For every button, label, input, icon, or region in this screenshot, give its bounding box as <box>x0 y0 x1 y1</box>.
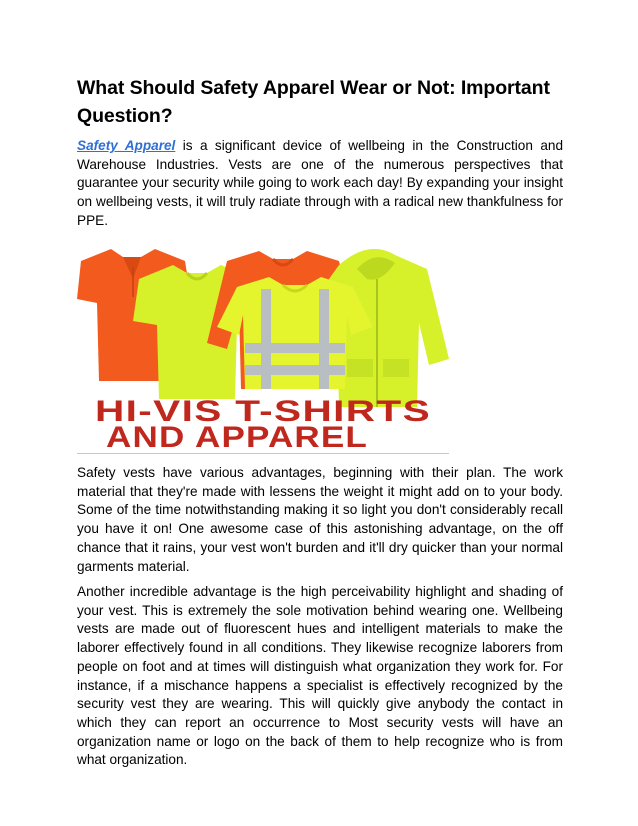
intro-text: is a significant device of wellbeing in the Construction and Warehouse Industries. Vests are one of the numerous perspectives that guarantee your security while going to work each day! By expanding your insight on wellbeing vests, it will truly radiate through with a radical new thankfulness for PPE. <box>77 138 564 228</box>
hi-vis-apparel-image <box>77 239 449 454</box>
intro-paragraph <box>77 137 563 231</box>
banner-line-1: HI-VIS T-SHIRTS <box>95 395 431 428</box>
body-paragraph: Safety vests have various advantages, beginning with their plan. The work material that they're made with lessens the weight it might add on to your body. Some of the time notwithstanding making it so light you don't considerably recall you have it on! One awesome case of this astonishing advantage, on the off chance that it rains, your vest won't burden and it'll dry quicker than your normal garments material. <box>77 465 563 574</box>
banner-line-2: AND APPAREL <box>106 421 368 453</box>
page-title: What Should Safety Apparel Wear or Not: Important Question? <box>77 77 550 127</box>
banner-text <box>95 395 431 453</box>
apparel-illustration <box>77 239 449 453</box>
safety-apparel-link[interactable]: Safety Apparel <box>77 138 176 153</box>
body-paragraph: Another incredible advantage is the high perceivability highlight and shading of your vest. This is extremely the sole motivation behind wearing one. Wellbeing vests are made out of fluorescent hues and intelligent materials to make the laborer effectively found in all conditions. They likewise recognize laborers from people on foot and at times will distinguish what organization they work for. For instance, if a mischance happens a specialist is effectively recognized by the security vest they are wearing. This will quickly give anybody the contact in which they can report an occurrence to Most security vests will have an organization name or logo on the back of them to help recognize who is from what organization. <box>77 584 563 768</box>
